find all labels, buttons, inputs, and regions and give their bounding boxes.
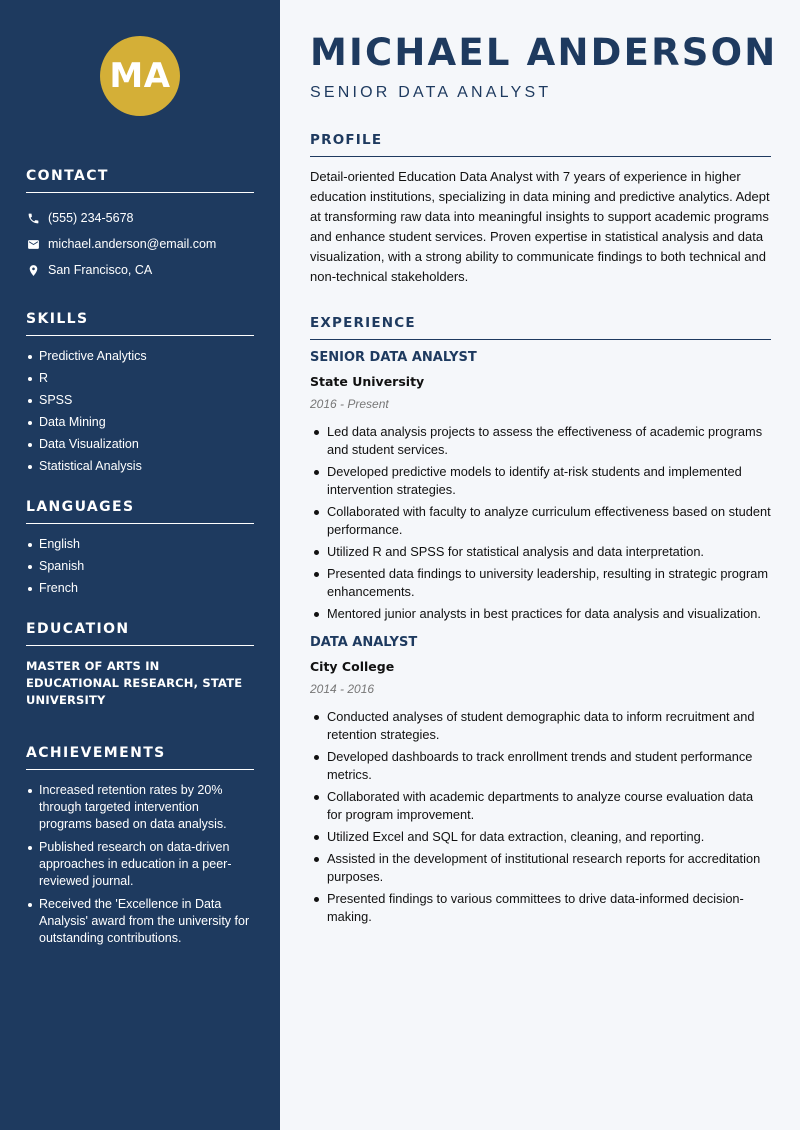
profile-text: Detail-oriented Education Data Analyst with 7 years of experience in higher education institutions, specializing in data mining and predictive analytics. Adept at transforming raw data into meaningful insights to support academic programs and enhance student services. Proven expertise in statistical analysis and data visualization, with a strong ability to communicate findings to both technical and non-technical stakeholders. bbox=[310, 169, 770, 284]
languages-heading: LANGUAGES bbox=[26, 499, 254, 524]
job-bullets bbox=[310, 708, 771, 926]
contact-email bbox=[26, 231, 254, 257]
job-dates: 2016 - Present bbox=[310, 397, 389, 411]
languages-section bbox=[26, 499, 254, 597]
list-item: Led data analysis projects to assess the effectiveness of academic programs and student services. bbox=[310, 423, 771, 459]
list-item: Utilized R and SPSS for statistical analysis and data interpretation. bbox=[310, 543, 771, 561]
list-item: Predictive Analytics bbox=[26, 348, 254, 365]
contact-heading: CONTACT bbox=[26, 168, 254, 193]
profile-section bbox=[310, 132, 771, 287]
list-item: Statistical Analysis bbox=[26, 458, 254, 475]
email-icon bbox=[26, 237, 40, 251]
job-bullets bbox=[310, 423, 771, 623]
list-item: English bbox=[26, 536, 254, 553]
achievements-heading: ACHIEVEMENTS bbox=[26, 745, 254, 770]
list-item: Conducted analyses of student demographic data to inform recruitment and retention strategies. bbox=[310, 708, 771, 744]
contact-location-text: San Francisco, CA bbox=[48, 263, 153, 277]
list-item: Developed dashboards to track enrollment trends and student performance metrics. bbox=[310, 748, 771, 784]
phone-icon bbox=[26, 211, 40, 225]
list-item: Increased retention rates by 20% through targeted intervention programs based on data analysis. bbox=[26, 782, 254, 833]
main-content bbox=[280, 0, 800, 1130]
list-item: Mentored junior analysts in best practices for data analysis and visualization. bbox=[310, 605, 771, 623]
skills-heading: SKILLS bbox=[26, 311, 254, 336]
job-entry bbox=[310, 350, 771, 623]
skills-list bbox=[26, 348, 254, 475]
list-item: Received the 'Excellence in Data Analysis' award from the university for outstanding contributions. bbox=[26, 896, 254, 947]
location-pin-icon bbox=[26, 263, 40, 277]
job-organization: City College bbox=[310, 659, 395, 674]
list-item: Collaborated with academic departments to analyze course evaluation data for program improvement. bbox=[310, 788, 771, 824]
contact-location bbox=[26, 257, 254, 283]
avatar: MA bbox=[100, 36, 180, 116]
list-item: Spanish bbox=[26, 558, 254, 575]
job-title: SENIOR DATA ANALYST bbox=[310, 350, 477, 365]
list-item: R bbox=[26, 370, 254, 387]
list-item: Presented findings to various committees to drive data-informed decision-making. bbox=[310, 890, 771, 926]
contact-section bbox=[26, 168, 254, 283]
candidate-name: MICHAEL ANDERSON bbox=[310, 31, 778, 74]
contact-phone-text: (555) 234-5678 bbox=[48, 211, 134, 225]
contact-email-text: michael.anderson@email.com bbox=[48, 237, 217, 251]
list-item: Utilized Excel and SQL for data extraction, cleaning, and reporting. bbox=[310, 828, 771, 846]
list-item: SPSS bbox=[26, 392, 254, 409]
skills-section bbox=[26, 311, 254, 475]
list-item: Presented data findings to university leadership, resulting in strategic program enhancements. bbox=[310, 565, 771, 601]
list-item: Developed predictive models to identify at-risk students and implemented intervention strategies. bbox=[310, 463, 771, 499]
job-title: DATA ANALYST bbox=[310, 635, 418, 650]
education-degree: MASTER OF ARTS IN EDUCATIONAL RESEARCH, STATE UNIVERSITY bbox=[26, 659, 243, 707]
profile-heading: PROFILE bbox=[310, 132, 771, 157]
achievements-section bbox=[26, 745, 254, 947]
list-item: Data Visualization bbox=[26, 436, 254, 453]
contact-phone bbox=[26, 205, 254, 231]
candidate-title: SENIOR DATA ANALYST bbox=[310, 84, 552, 101]
experience-heading: EXPERIENCE bbox=[310, 315, 771, 340]
achievements-list bbox=[26, 782, 254, 947]
job-dates: 2014 - 2016 bbox=[310, 682, 375, 696]
education-section bbox=[26, 621, 254, 709]
list-item: Data Mining bbox=[26, 414, 254, 431]
job-organization: State University bbox=[310, 374, 425, 389]
education-heading: EDUCATION bbox=[26, 621, 254, 646]
list-item: Collaborated with faculty to analyze curriculum effectiveness based on student performance. bbox=[310, 503, 771, 539]
list-item: Published research on data-driven approaches in education in a peer-reviewed journal. bbox=[26, 839, 254, 890]
list-item: French bbox=[26, 580, 254, 597]
sidebar bbox=[0, 0, 280, 1130]
languages-list bbox=[26, 536, 254, 597]
job-entry bbox=[310, 635, 771, 926]
list-item: Assisted in the development of institutional research reports for accreditation purposes. bbox=[310, 850, 771, 886]
experience-section bbox=[310, 315, 771, 926]
